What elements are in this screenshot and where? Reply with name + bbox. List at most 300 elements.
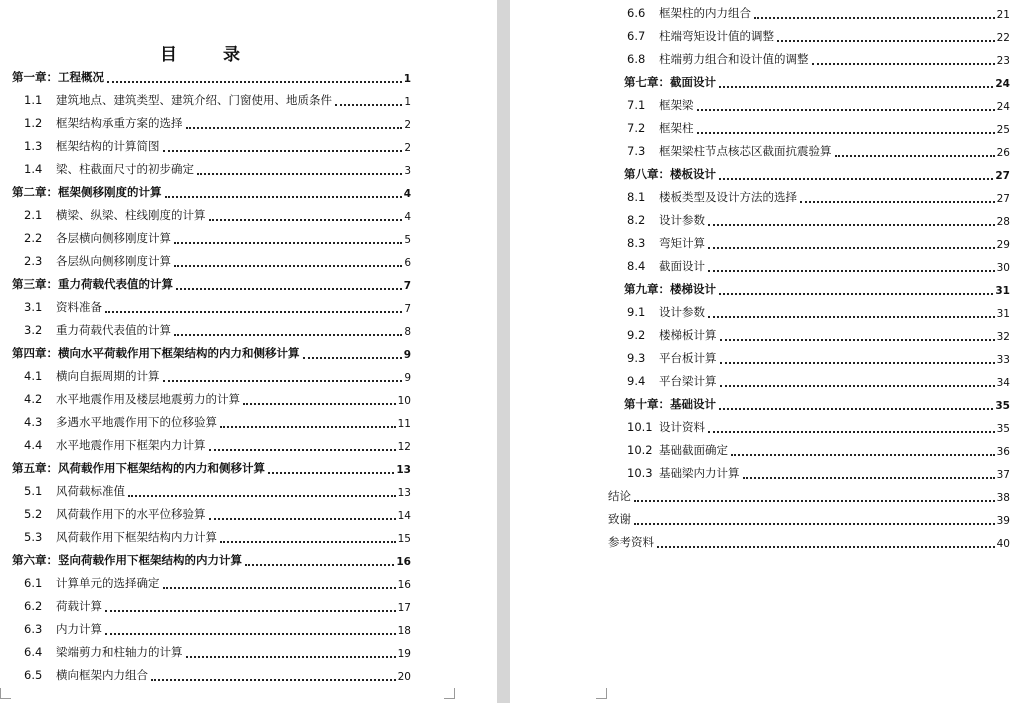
toc-entry-number: 4.4	[24, 438, 43, 452]
toc-entry-number: 6.2	[24, 599, 43, 613]
toc-leader-dots	[105, 311, 402, 313]
toc-leader-dots	[657, 546, 995, 548]
toc-entry-title: 资料准备	[56, 300, 102, 314]
toc-page-number: 7	[403, 280, 411, 292]
toc-entry-text	[24, 368, 160, 384]
toc-page-number: 14	[397, 510, 411, 522]
toc-entry-number: 9.3	[627, 351, 646, 365]
toc-entry-number: 4.2	[24, 392, 43, 406]
toc-leader-dots	[209, 219, 403, 221]
toc-entry-title: 风荷载作用下的水平位移验算	[56, 507, 206, 521]
toc-entry[interactable]	[0, 204, 497, 227]
toc-entry-title: 基础截面确定	[659, 443, 728, 457]
toc-leader-dots	[174, 334, 402, 336]
toc-page-number: 21	[996, 9, 1010, 21]
toc-entry-number: 9.4	[627, 374, 646, 388]
toc-entry-text	[627, 327, 717, 343]
toc-entry-number: 6.7	[627, 29, 646, 43]
toc-entry[interactable]	[510, 25, 1024, 48]
toc-page-number: 16	[396, 556, 411, 568]
toc-leader-dots	[719, 178, 993, 180]
toc-entry-number: 6.3	[24, 622, 43, 636]
toc-entry-text	[627, 373, 717, 389]
toc-page-number: 22	[996, 32, 1010, 44]
page-corner-mark	[444, 688, 455, 699]
toc-entry[interactable]	[0, 595, 497, 618]
toc-entry[interactable]	[0, 480, 497, 503]
toc-page-number: 17	[397, 602, 411, 614]
toc-entry-number: 6.8	[627, 52, 646, 66]
toc-page-number: 9	[403, 349, 411, 361]
toc-leader-dots	[634, 500, 995, 502]
toc-entry-title: 框架柱	[659, 121, 694, 135]
toc-entry-title: 重力荷载代表值的计算	[58, 277, 173, 291]
toc-entry-number: 10.2	[627, 443, 653, 457]
toc-entry-title: 横向自振周期的计算	[56, 369, 160, 383]
toc-entry[interactable]	[0, 250, 497, 273]
toc-entry-text	[627, 304, 705, 320]
toc-leader-dots	[209, 518, 396, 520]
toc-entry-title: 工程概况	[58, 70, 104, 84]
toc-entry-text	[624, 281, 716, 297]
toc-page-number: 29	[996, 239, 1010, 251]
toc-entry-number: 6.6	[627, 6, 646, 20]
toc-entry-text	[24, 667, 148, 683]
toc-entry-title: 参考资料	[608, 535, 654, 549]
toc-leader-dots	[303, 357, 402, 359]
toc-page-number: 36	[996, 446, 1010, 458]
toc-entry-title: 框架柱的内力组合	[659, 6, 751, 20]
toc-entry-title: 基础设计	[670, 397, 716, 411]
toc-entry[interactable]	[510, 163, 1024, 186]
toc-leader-dots	[335, 104, 402, 106]
toc-leader-dots	[186, 127, 403, 129]
toc-entry-number: 4.3	[24, 415, 43, 429]
toc-leader-dots	[719, 293, 993, 295]
toc-entry-title: 内力计算	[56, 622, 102, 636]
page-corner-mark	[596, 688, 607, 699]
toc-page-number: 19	[397, 648, 411, 660]
toc-leader-dots	[105, 610, 396, 612]
toc-page-number: 12	[397, 441, 411, 453]
toc-entry-title: 设计参数	[659, 213, 705, 227]
toc-entry-title: 风荷载作用下框架结构内力计算	[56, 530, 217, 544]
toc-leader-dots	[245, 564, 394, 566]
toc-page-number: 1	[404, 96, 411, 108]
toc-entry[interactable]	[510, 485, 1024, 508]
toc-entry-title: 柱端弯矩设计值的调整	[659, 29, 774, 43]
toc-entry-title: 各层纵向侧移刚度计算	[56, 254, 171, 268]
toc-page-number: 40	[996, 538, 1010, 550]
toc-entry-text	[24, 230, 171, 246]
toc-entry-number: 9.2	[627, 328, 646, 342]
toc-page-number: 3	[404, 165, 411, 177]
toc-entry[interactable]	[0, 181, 497, 204]
toc-entry-text	[12, 460, 265, 476]
toc-page-number: 33	[996, 354, 1010, 366]
toc-entry-title: 楼梯板计算	[659, 328, 717, 342]
toc-entry-number: 10.1	[627, 420, 653, 434]
toc-entry[interactable]	[0, 664, 497, 687]
toc-entry-number: 8.1	[627, 190, 646, 204]
toc-entry[interactable]	[0, 89, 497, 112]
toc-entry-title: 风荷载标准值	[56, 484, 125, 498]
toc-entry-title: 截面设计	[670, 75, 716, 89]
toc-entry-title: 横向水平荷载作用下框架结构的内力和侧移计算	[58, 346, 300, 360]
toc-leader-dots	[697, 109, 995, 111]
toc-entry[interactable]	[510, 117, 1024, 140]
toc-entry[interactable]	[510, 255, 1024, 278]
toc-entry-title: 梁、柱截面尺寸的初步确定	[56, 162, 194, 176]
toc-entry-text	[24, 598, 102, 614]
toc-entry-title: 柱端剪力组合和设计值的调整	[659, 52, 809, 66]
toc-leader-dots	[243, 403, 396, 405]
toc-leader-dots	[731, 454, 995, 456]
toc-entry-text	[24, 621, 102, 637]
toc-entry-text	[24, 529, 217, 545]
toc-entry[interactable]	[510, 324, 1024, 347]
toc-leader-dots	[720, 362, 995, 364]
toc-entry[interactable]	[510, 531, 1024, 554]
toc-page-number: 24	[996, 101, 1010, 113]
toc-entry-number: 8.2	[627, 213, 646, 227]
toc-entry-title: 各层横向侧移刚度计算	[56, 231, 171, 245]
toc-entry-title: 平台板计算	[659, 351, 717, 365]
toc-entry-title: 梁端剪力和柱轴力的计算	[56, 645, 183, 659]
toc-entry-title: 楼梯设计	[670, 282, 716, 296]
toc-entry[interactable]	[510, 186, 1024, 209]
toc-entry-text	[624, 166, 716, 182]
toc-entry-title: 平台梁计算	[659, 374, 717, 388]
toc-entry-text	[627, 28, 774, 44]
toc-page-number: 4	[403, 188, 411, 200]
toc-entry-title: 重力荷载代表值的计算	[56, 323, 171, 337]
toc-entry-text	[24, 322, 171, 338]
toc-entry[interactable]	[0, 457, 497, 480]
toc-entry-title: 框架梁	[659, 98, 694, 112]
toc-entry-title: 框架结构承重方案的选择	[56, 116, 183, 130]
toc-page-number: 32	[996, 331, 1010, 343]
toc-leader-dots	[719, 408, 993, 410]
toc-entry-number: 2.3	[24, 254, 43, 268]
toc-entry-number: 6.5	[24, 668, 43, 682]
toc-leader-dots	[186, 656, 396, 658]
toc-leader-dots	[220, 426, 396, 428]
toc-page-number: 6	[404, 257, 411, 269]
toc-entry-number: 1.2	[24, 116, 43, 130]
toc-entry[interactable]	[0, 503, 497, 526]
toc-entry-title: 致谢	[608, 512, 631, 526]
toc-entry-title: 竖向荷载作用下框架结构的内力计算	[58, 553, 242, 567]
toc-entry[interactable]	[0, 227, 497, 250]
toc-entry[interactable]	[510, 508, 1024, 531]
toc-leader-dots	[812, 63, 995, 65]
toc-entry[interactable]	[0, 296, 497, 319]
toc-page-number: 13	[396, 464, 411, 476]
toc-entry-text	[624, 396, 716, 412]
toc-entry[interactable]	[0, 365, 497, 388]
toc-entry-number: 4.1	[24, 369, 43, 383]
toc-entry[interactable]	[510, 439, 1024, 462]
toc-leader-dots	[151, 679, 396, 681]
toc-entry-text	[24, 207, 206, 223]
toc-entry[interactable]	[510, 301, 1024, 324]
toc-leader-dots	[107, 81, 402, 83]
toc-page-number: 23	[996, 55, 1010, 67]
toc-entry[interactable]	[0, 641, 497, 664]
document-page-left	[0, 0, 497, 703]
toc-entry-text	[24, 253, 171, 269]
toc-page-number: 5	[404, 234, 411, 246]
toc-page-number: 26	[996, 147, 1010, 159]
toc-leader-dots	[197, 173, 402, 175]
toc-page-number: 27	[996, 193, 1010, 205]
toc-entry[interactable]	[0, 618, 497, 641]
toc-page-number: 27	[995, 170, 1010, 182]
toc-entry-text	[627, 120, 694, 136]
toc-page-number: 15	[397, 533, 411, 545]
toc-page-number: 13	[397, 487, 411, 499]
toc-entry[interactable]	[510, 347, 1024, 370]
toc-entry-number: 第十章：	[624, 397, 670, 411]
toc-leader-dots	[128, 495, 396, 497]
toc-leader-dots	[176, 288, 402, 290]
toc-entry-text	[24, 414, 217, 430]
toc-page-number: 2	[404, 119, 411, 131]
toc-leader-dots	[708, 316, 995, 318]
toc-page-number: 37	[996, 469, 1010, 481]
toc-leader-dots	[268, 472, 394, 474]
toc-page-number: 16	[397, 579, 411, 591]
toc-entry-title: 框架梁柱节点核芯区截面抗震验算	[659, 144, 832, 158]
toc-entry-text	[24, 575, 160, 591]
toc-page-number: 24	[995, 78, 1010, 90]
toc-page-number: 18	[397, 625, 411, 637]
toc-leader-dots	[777, 40, 995, 42]
toc-entry-number: 1.4	[24, 162, 43, 176]
toc-leader-dots	[720, 385, 995, 387]
toc-entry-number: 第六章：	[12, 553, 58, 567]
toc-entry[interactable]	[0, 273, 497, 296]
toc-entry-text	[627, 258, 705, 274]
toc-entry-text	[24, 299, 102, 315]
toc-entry-number: 6.1	[24, 576, 43, 590]
toc-entry-number: 7.1	[627, 98, 646, 112]
toc-page-number: 11	[397, 418, 411, 430]
toc-leader-dots	[174, 265, 402, 267]
toc-entry-number: 7.2	[627, 121, 646, 135]
toc-entry-number: 5.1	[24, 484, 43, 498]
toc-entry[interactable]	[510, 370, 1024, 393]
toc-leader-dots	[754, 17, 995, 19]
toc-entry-text	[627, 465, 740, 481]
toc-entry-number: 第七章：	[624, 75, 670, 89]
toc-entry[interactable]	[510, 416, 1024, 439]
toc-leader-dots	[835, 155, 995, 157]
toc-entry-title: 弯矩计算	[659, 236, 705, 250]
toc-leader-dots	[105, 633, 396, 635]
toc-entry-number: 7.3	[627, 144, 646, 158]
toc-leader-dots	[800, 201, 995, 203]
toc-entry-text	[24, 437, 206, 453]
toc-entry-text	[624, 74, 716, 90]
toc-entry-text	[24, 138, 160, 154]
document-page-right	[510, 0, 1024, 703]
toc-entry-number: 第五章：	[12, 461, 58, 475]
toc-page-number: 9	[404, 372, 411, 384]
toc-entry-text	[627, 235, 705, 251]
toc-entry-text	[24, 161, 194, 177]
toc-entry-number: 第八章：	[624, 167, 670, 181]
toc-entry-number: 第三章：	[12, 277, 58, 291]
toc-entry[interactable]	[510, 232, 1024, 255]
toc-entry[interactable]	[0, 158, 497, 181]
toc-entry-number: 2.2	[24, 231, 43, 245]
toc-entry[interactable]	[0, 135, 497, 158]
toc-entry-text	[627, 143, 832, 159]
toc-entry[interactable]	[0, 411, 497, 434]
toc-entry-text	[24, 483, 125, 499]
toc-page-number: 35	[995, 400, 1010, 412]
toc-entry-title: 基础梁内力计算	[659, 466, 740, 480]
toc-entry-title: 楼板类型及设计方法的选择	[659, 190, 797, 204]
toc-entry-text	[12, 184, 162, 200]
toc-entry-number: 2.1	[24, 208, 43, 222]
toc-leader-dots	[163, 150, 403, 152]
toc-entry[interactable]	[510, 71, 1024, 94]
toc-entry[interactable]	[510, 48, 1024, 71]
toc-entry[interactable]	[0, 549, 497, 572]
toc-entry-text	[608, 534, 654, 550]
toc-entry-text	[24, 391, 240, 407]
toc-entry-text	[24, 115, 183, 131]
toc-entry[interactable]	[510, 2, 1024, 25]
toc-entry-number: 8.3	[627, 236, 646, 250]
toc-list-right	[510, 2, 1024, 554]
toc-page-number: 30	[996, 262, 1010, 274]
toc-entry-title: 横梁、纵梁、柱线刚度的计算	[56, 208, 206, 222]
toc-page-number: 4	[404, 211, 411, 223]
toc-entry-number: 1.3	[24, 139, 43, 153]
toc-entry-text	[12, 345, 300, 361]
toc-entry[interactable]	[510, 140, 1024, 163]
toc-entry-number: 5.3	[24, 530, 43, 544]
toc-page-number: 31	[996, 308, 1010, 320]
toc-entry-number: 1.1	[24, 93, 43, 107]
toc-entry-number: 第四章：	[12, 346, 58, 360]
toc-entry-number: 5.2	[24, 507, 43, 521]
toc-entry[interactable]	[0, 112, 497, 135]
toc-page-number: 38	[996, 492, 1010, 504]
toc-page-number: 39	[996, 515, 1010, 527]
toc-entry-title: 结论	[608, 489, 631, 503]
toc-entry-title: 截面设计	[659, 259, 705, 273]
toc-leader-dots	[209, 449, 396, 451]
toc-entry-number: 9.1	[627, 305, 646, 319]
toc-leader-dots	[719, 86, 993, 88]
toc-entry[interactable]	[0, 572, 497, 595]
toc-entry-title: 水平地震作用下框架内力计算	[56, 438, 206, 452]
toc-page-number: 7	[404, 303, 411, 315]
toc-entry-text	[24, 644, 183, 660]
toc-entry[interactable]	[510, 278, 1024, 301]
toc-leader-dots	[220, 541, 396, 543]
toc-entry-title: 楼板设计	[670, 167, 716, 181]
toc-entry[interactable]	[510, 393, 1024, 416]
toc-entry-text	[12, 276, 173, 292]
toc-entry[interactable]	[0, 434, 497, 457]
toc-entry-number: 第二章：	[12, 185, 58, 199]
toc-entry-title: 框架结构的计算简图	[56, 139, 160, 153]
toc-page-number: 28	[996, 216, 1010, 228]
toc-entry-text	[12, 552, 242, 568]
toc-entry-title: 框架侧移刚度的计算	[58, 185, 162, 199]
toc-entry-title: 计算单元的选择确定	[56, 576, 160, 590]
toc-page-number: 10	[397, 395, 411, 407]
toc-entry[interactable]	[0, 526, 497, 549]
toc-entry-text	[12, 69, 104, 85]
toc-entry-title: 荷载计算	[56, 599, 102, 613]
toc-entry-title: 水平地震作用及楼层地震剪力的计算	[56, 392, 240, 406]
toc-list-left	[0, 66, 497, 687]
toc-leader-dots	[708, 247, 995, 249]
toc-page-number: 35	[996, 423, 1010, 435]
toc-entry-number: 6.4	[24, 645, 43, 659]
toc-page-number: 25	[996, 124, 1010, 136]
toc-entry-text	[627, 442, 728, 458]
toc-page-number: 1	[403, 73, 411, 85]
toc-entry-text	[627, 350, 717, 366]
toc-page-number: 8	[404, 326, 411, 338]
toc-leader-dots	[743, 477, 995, 479]
toc-entry-text	[627, 97, 694, 113]
page-gutter	[497, 0, 510, 703]
toc-title: 目 录	[160, 45, 260, 65]
toc-entry[interactable]	[0, 319, 497, 342]
toc-entry[interactable]	[510, 209, 1024, 232]
toc-entry-text	[627, 51, 809, 67]
toc-entry[interactable]	[0, 66, 497, 89]
toc-leader-dots	[697, 132, 995, 134]
toc-entry-text	[627, 189, 797, 205]
toc-leader-dots	[708, 224, 995, 226]
toc-entry-text	[608, 511, 631, 527]
toc-entry-title: 建筑地点、建筑类型、建筑介绍、门窗使用、地质条件	[56, 93, 332, 107]
toc-leader-dots	[708, 270, 995, 272]
toc-entry-number: 8.4	[627, 259, 646, 273]
toc-entry-text	[608, 488, 631, 504]
toc-entry[interactable]	[0, 342, 497, 365]
toc-entry-text	[627, 419, 705, 435]
toc-entry-title: 风荷载作用下框架结构的内力和侧移计算	[58, 461, 265, 475]
toc-page-number: 2	[404, 142, 411, 154]
toc-leader-dots	[163, 587, 396, 589]
toc-entry-number: 3.1	[24, 300, 43, 314]
toc-page-number: 20	[397, 671, 411, 683]
toc-entry[interactable]	[510, 462, 1024, 485]
toc-leader-dots	[708, 431, 995, 433]
toc-entry-number: 3.2	[24, 323, 43, 337]
toc-entry[interactable]	[510, 94, 1024, 117]
toc-entry-title: 横向框架内力组合	[56, 668, 148, 682]
toc-entry-number: 10.3	[627, 466, 653, 480]
toc-entry-number: 第九章：	[624, 282, 670, 296]
toc-entry[interactable]	[0, 388, 497, 411]
page-corner-mark	[0, 688, 11, 699]
toc-page-number: 31	[995, 285, 1010, 297]
toc-entry-text	[24, 506, 206, 522]
toc-leader-dots	[165, 196, 402, 198]
